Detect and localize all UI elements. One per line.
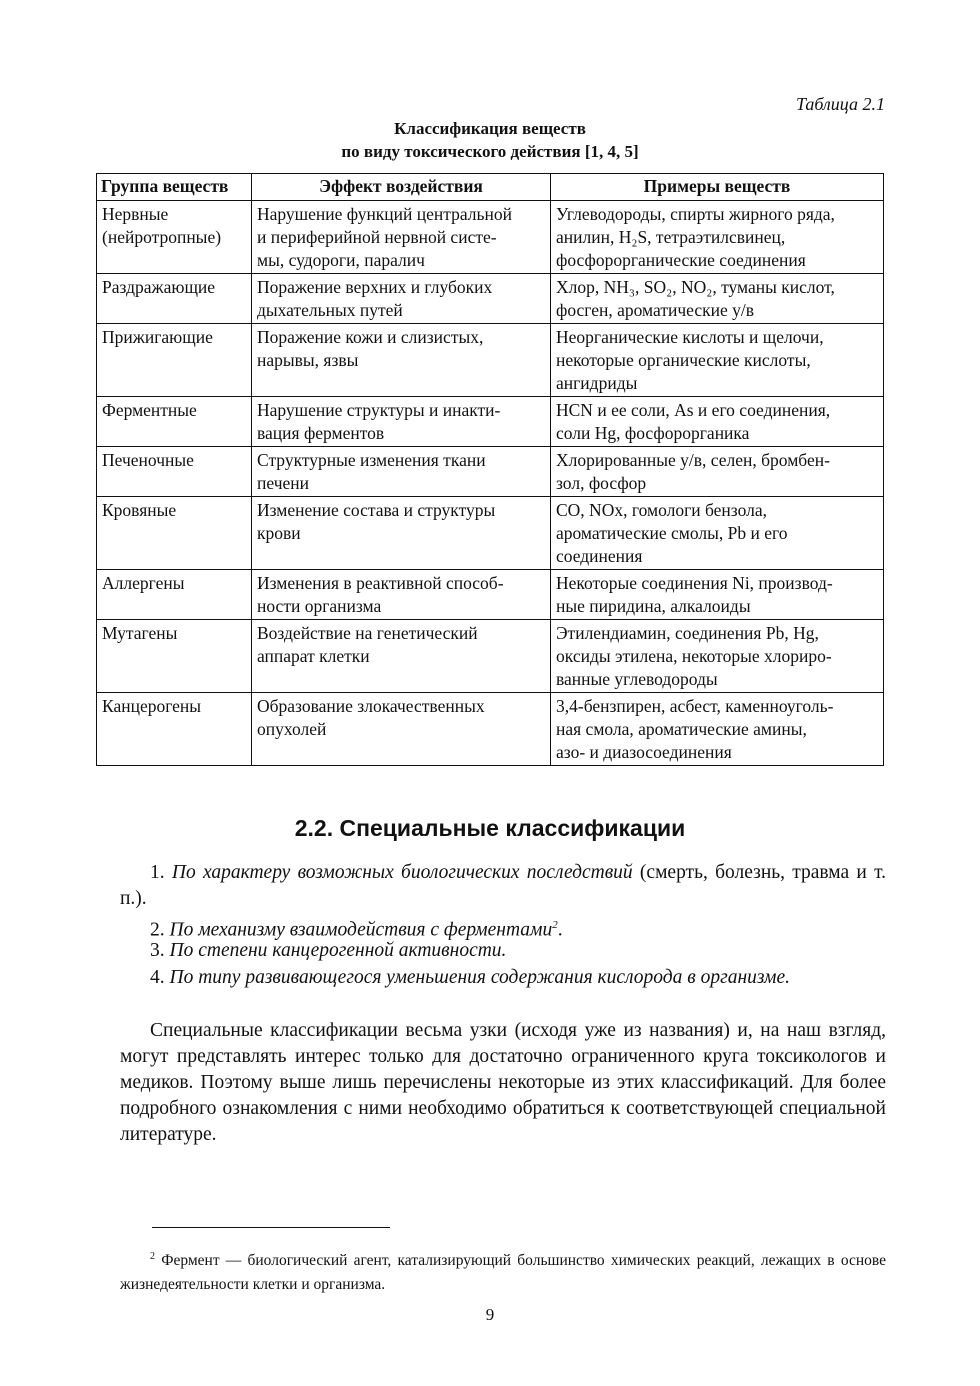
cell-line: (нейротропные)	[102, 227, 222, 247]
header-examples: Примеры веществ	[551, 174, 884, 201]
cell-line: печени	[257, 473, 309, 493]
table-row	[97, 497, 884, 570]
cell-line: Структурные изменения ткани	[257, 450, 486, 470]
table-caption: Классификация веществ	[394, 119, 586, 138]
cell-line: ности организма	[257, 596, 382, 616]
cell-group	[97, 497, 252, 570]
cell-line: Этилендиамин, соединения Pb, Hg,	[556, 623, 819, 643]
cell-group	[97, 620, 252, 693]
cell-line: Прижигающие	[102, 327, 213, 347]
item-italic: По степени канцерогенной активности.	[169, 940, 507, 961]
cell-line: Неорганические кислоты и щелочи,	[556, 327, 824, 347]
cell-examples	[551, 447, 884, 497]
header-effect: Эффект воздействия	[252, 174, 551, 201]
table-row	[97, 570, 884, 620]
cell-effect	[252, 497, 551, 570]
cell-line: ванные углеводороды	[556, 669, 718, 689]
cell-line: и периферийной нервной систе-	[257, 227, 497, 247]
item-number: 2.	[150, 919, 165, 941]
cell-effect	[252, 324, 551, 397]
item-text: (смерть, болезнь, травма и т. п.).	[120, 862, 887, 909]
cell-examples	[551, 693, 884, 766]
cell-effect	[252, 570, 551, 620]
cell-line: Поражение верхних и глубоких	[257, 277, 493, 297]
cell-line: фосфорорганические соединения	[556, 250, 806, 270]
cell-line: опухолей	[257, 719, 327, 739]
table-row	[97, 397, 884, 447]
cell-line: Некоторые соединения Ni, производ-	[556, 573, 833, 593]
cell-examples	[551, 570, 884, 620]
cell-examples	[551, 274, 884, 324]
cell-line: ангидриды	[556, 373, 638, 393]
footnote	[120, 1245, 886, 1297]
cell-examples	[551, 620, 884, 693]
cell-line: Воздействие на генетический	[257, 623, 478, 643]
cell-effect	[252, 693, 551, 766]
body-paragraph: Специальные классификации весьма узки (исходя уже из названия) и, на наш взгляд, могут представлять интерес только для достаточно ограниченного круга токсикологов и медиков. Поэтому выше лишь перечислены некоторые из этих классификаций. Для более подробного ознакомления с ними необходимо обратиться к соответствующей специальной литературе.	[120, 1020, 886, 1145]
footnote-ref[interactable]: 2	[552, 919, 558, 931]
cell-line: ароматические смолы, Pb и его	[556, 523, 788, 543]
cell-examples	[551, 324, 884, 397]
item-number: 4.	[150, 967, 165, 988]
item-italic: По типу развивающегося уменьшения содержания кислорода в организме.	[169, 967, 790, 988]
cell-line: ная смола, ароматические амины,	[556, 719, 807, 739]
table-row	[97, 324, 884, 397]
cell-line: зол, фосфор	[556, 473, 647, 493]
cell-examples	[551, 397, 884, 447]
cell-line: Ферментные	[102, 400, 197, 420]
cell-line: 3,4-бензпирен, асбест, каменноуголь-	[556, 696, 834, 716]
cell-line: азо- и диазосоединения	[556, 742, 732, 762]
cell-group	[97, 274, 252, 324]
cell-effect	[252, 397, 551, 447]
cell-line: оксиды этилена, некоторые хлориро-	[556, 646, 832, 666]
cell-line: CO, NOx, гомологи бензола,	[556, 500, 767, 520]
table-caption-subtitle: по виду токсического действия [1, 4, 5]	[341, 142, 639, 161]
item-italic: По механизму взаимодействия с ферментами	[169, 919, 553, 941]
table-body	[97, 201, 884, 766]
cell-line: Канцерогены	[102, 696, 202, 716]
cell-line: Нервные	[102, 204, 169, 224]
cell-examples	[551, 497, 884, 570]
list-item-4	[120, 965, 886, 991]
item-number: 3.	[150, 940, 165, 961]
cell-line: соли Hg, фосфорорганика	[556, 423, 750, 443]
table-row	[97, 201, 884, 274]
cell-line: вация ферментов	[257, 423, 385, 443]
cell-examples	[551, 201, 884, 274]
cell-line: нарывы, язвы	[257, 350, 359, 370]
list-item-3	[120, 938, 886, 964]
cell-line: Хлорированные у/в, селен, бромбен-	[556, 450, 830, 470]
cell-line: Раздражающие	[102, 277, 216, 297]
cell-line: Печеночные	[102, 450, 194, 470]
cell-line: Кровяные	[102, 500, 177, 520]
section-heading: 2.2. Специальные классификации	[294, 815, 686, 841]
table-label: Таблица 2.1	[795, 94, 885, 114]
table-header-row	[97, 174, 884, 201]
cell-line: Углеводороды, спирты жирного ряда,	[556, 204, 835, 224]
table-row	[97, 693, 884, 766]
cell-group	[97, 397, 252, 447]
cell-line: Хлор, NH₃, SO₂, NO₂, туманы кислот,	[556, 277, 835, 297]
cell-line: HCN и ее соли, As и его соединения,	[556, 400, 831, 420]
cell-line: Аллергены	[102, 573, 185, 593]
cell-line: соединения	[556, 546, 643, 566]
cell-group	[97, 570, 252, 620]
page-number: 9	[485, 1305, 495, 1324]
table-row	[97, 447, 884, 497]
cell-line: Поражение кожи и слизистых,	[257, 327, 484, 347]
item-italic: По характеру возможных биологических последствий	[171, 862, 633, 883]
item-text: .	[557, 919, 563, 941]
list-item-1	[120, 860, 886, 912]
table-row	[97, 620, 884, 693]
cell-line: дыхательных путей	[257, 300, 403, 320]
cell-line: Нарушение функций центральной	[257, 204, 513, 224]
cell-effect	[252, 620, 551, 693]
footnote-mark: 2	[150, 1251, 155, 1262]
cell-line: фосген, ароматические у/в	[556, 300, 754, 320]
cell-group	[97, 447, 252, 497]
cell-line: Образование злокачественных	[257, 696, 485, 716]
cell-effect	[252, 447, 551, 497]
footnote-divider	[152, 1227, 390, 1228]
cell-effect	[252, 274, 551, 324]
cell-line: Изменения в реактивной способ-	[257, 573, 504, 593]
cell-group	[97, 201, 252, 274]
header-group: Группа веществ	[97, 174, 252, 201]
cell-line: аппарат клетки	[257, 646, 370, 666]
table-row	[97, 274, 884, 324]
cell-line: ные пиридина, алкалоиды	[556, 596, 751, 616]
classification-table	[96, 173, 884, 766]
cell-line: Нарушение структуры и инакти-	[257, 400, 501, 420]
cell-line: Изменение состава и структуры	[257, 500, 496, 520]
cell-line: анилин, H₂S, тетраэтилсвинец,	[556, 227, 786, 247]
cell-line: Мутагены	[102, 623, 178, 643]
footnote-text: Фермент — биологический агент, катализирующий большинство химических реакций, лежащих в основе жизнедеятельности клетки и организма.	[120, 1252, 886, 1294]
cell-line: мы, судороги, паралич	[257, 250, 425, 270]
cell-line: некоторые органические кислоты,	[556, 350, 811, 370]
cell-effect	[252, 201, 551, 274]
item-number: 1.	[150, 862, 165, 883]
cell-line: крови	[257, 523, 301, 543]
cell-group	[97, 324, 252, 397]
cell-group	[97, 693, 252, 766]
